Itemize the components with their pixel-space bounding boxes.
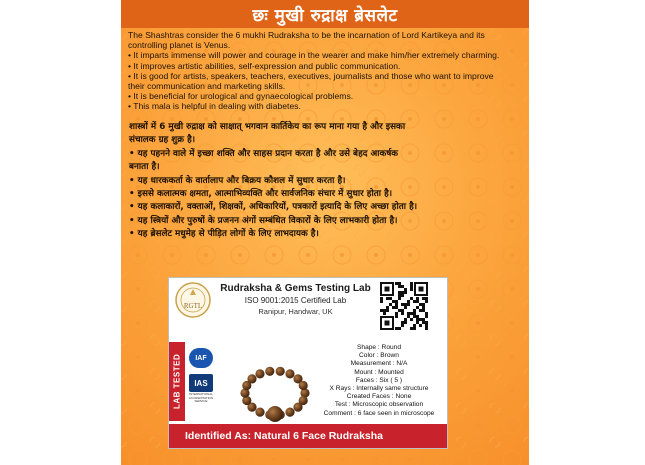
english-line: • It is good for artists, speakers, teachers, executives, journalists and those who want to improve xyxy=(128,70,494,81)
iso-certification: ISO 9001:2015 Certified Lab xyxy=(244,296,347,305)
iaf-logo: IAF xyxy=(189,348,213,368)
spec-item: Mount : Mounted xyxy=(354,368,404,376)
lab-seal-icon xyxy=(174,281,212,319)
spec-item: Shape : Round xyxy=(357,344,401,351)
english-line: controlling planet is Venus. xyxy=(128,40,231,51)
title-banner xyxy=(121,0,529,28)
spec-item: Created Faces : None xyxy=(346,393,412,401)
english-line: The Shashtras consider the 6 mukhi Rudraksha to be the incarnation of Lord Kartikeya and its xyxy=(128,30,485,40)
hindi-line: • यह धारककर्ता के वार्तालाप और बिक्रय कौशल में सुधार करता है। xyxy=(129,175,346,186)
hindi-line: बनाता है। xyxy=(129,162,160,173)
identification-bar xyxy=(169,424,447,448)
english-line: • It is beneficial for urological and gynaecological problems. xyxy=(128,91,354,102)
spec-item: Test : Microscopic observation xyxy=(334,401,424,409)
page-title: छः मुखी रुद्राक्ष ब्रेसलेट xyxy=(252,5,398,26)
lab-tested-label: LAB TESTED xyxy=(169,342,185,421)
hindi-line: • यह ब्रेसलेट मधुमेह से पीड़ित लोगों के लिए लाभदायक है। xyxy=(129,229,319,240)
lab-location: Ranipur, Handwar, UK xyxy=(258,307,333,316)
lab-name: Rudraksha & Gems Testing Lab xyxy=(220,283,371,294)
hindi-line: • इससे कलात्मक क्षमता, आत्माभिव्यक्ति और सार्वजनिक संचार में सुधार होता है। xyxy=(129,189,393,200)
spec-item: Faces : Six ( 5 ) xyxy=(355,376,403,384)
hindi-line: • यह स्त्रियों और पुरुषों के प्रजनन अंगों सम्बंधित विकारों के लिए लाभकारी होता है। xyxy=(129,215,398,226)
spec-item: Color : Brown xyxy=(359,352,399,360)
hindi-line: संचालक ग्रह शुक्र है। xyxy=(129,135,196,146)
english-line: • It improves artistic abilities, self-expression and public communication. xyxy=(128,60,401,71)
english-line: their communication and marketing skills. xyxy=(128,81,286,92)
ias-logo-caption: INTERNATIONAL ACCREDITATION SERVICE xyxy=(188,392,214,403)
hindi-line: • यह कलाकारों, वक्ताओं, शिक्षकों, अधिकारियों, पत्रकारों इत्यादि के लिए अच्छा होता है। xyxy=(129,202,418,213)
english-description xyxy=(121,28,529,112)
english-line: • It imparts immense will power and courage in the wearer and make him/her extremely charming. xyxy=(128,50,500,61)
hindi-description xyxy=(121,121,529,242)
identification-text: Identified As: Natural 6 Face Rudraksha xyxy=(185,430,383,442)
ias-logo: IAS xyxy=(189,374,213,392)
english-line: • This mala is helpful in dealing with diabetes. xyxy=(128,101,301,112)
spec-item: Measurement : N/A xyxy=(350,360,408,368)
qr-code-icon xyxy=(380,282,428,330)
hindi-line: शास्त्रों में 6 मुखी रुद्राक्ष को साक्षात् भगवान कार्तिकेय का रूप माना गया है और इसका xyxy=(129,122,406,132)
lab-certificate xyxy=(168,277,448,449)
spec-list xyxy=(316,344,442,418)
spec-item: Comment : 6 face seen in microscope xyxy=(323,409,435,417)
seal-text: RGTL xyxy=(183,302,203,310)
bracelet-image xyxy=(235,362,315,424)
spec-item: X Rays : Internally same structure xyxy=(329,385,429,393)
hindi-line: • यह पहनने वाले में इच्छा शक्ति और साहस प्रदान करता है और उसे बेहद आकर्षक xyxy=(129,148,399,159)
